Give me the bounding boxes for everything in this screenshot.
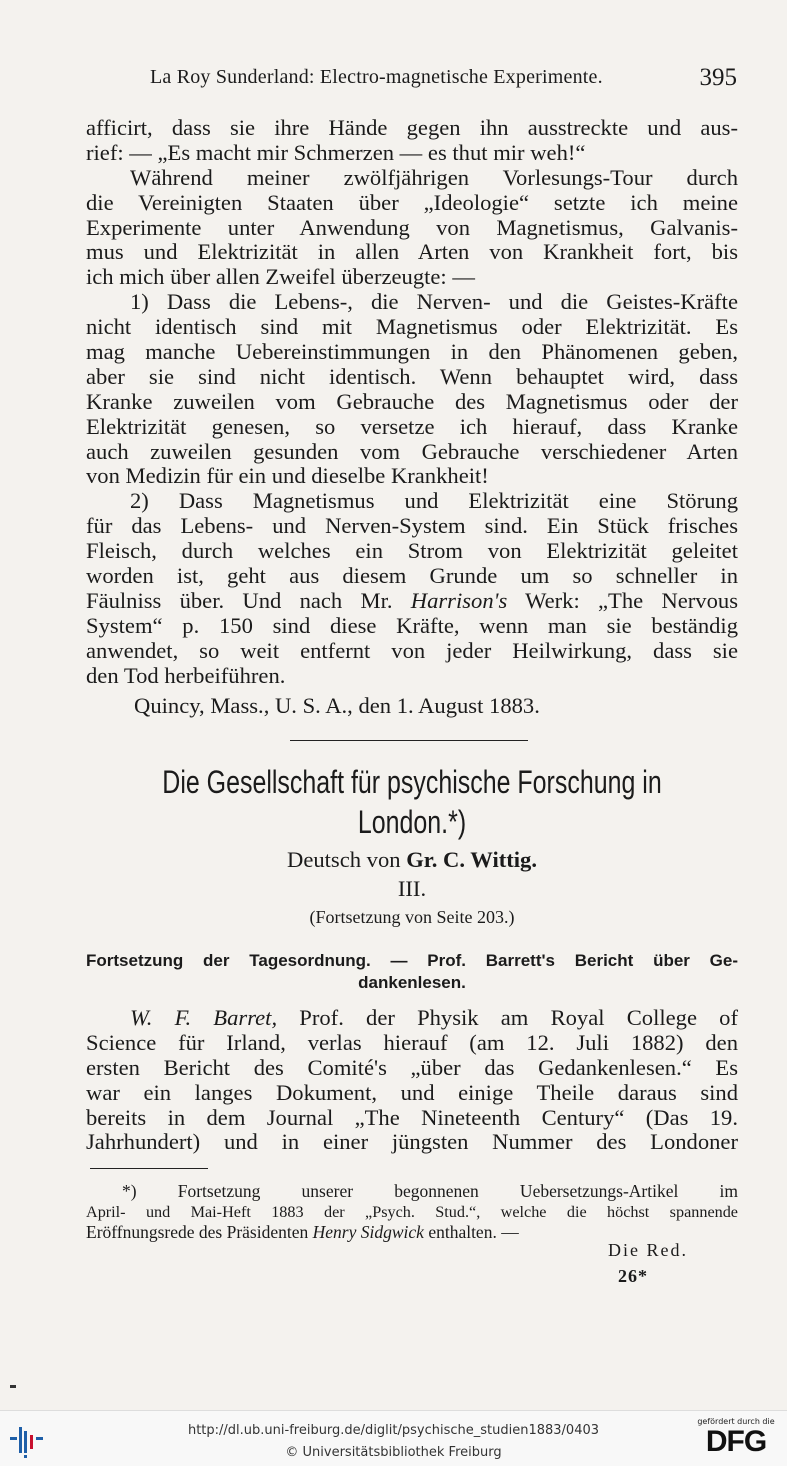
sheet-mark: 26* (618, 1266, 648, 1286)
translator-name: Gr. C. Wittig. (406, 847, 537, 872)
author-name: Harrison's (410, 587, 508, 613)
text-segment: Eröffnungsrede des Präsidenten (86, 1222, 313, 1242)
footnote-line: *) Fortsetzung unserer begonnenen Uebersetzungs-Artikel im (122, 1181, 738, 1201)
text-line: die Vereinigten Staaten über „Ideologie“ setzte ich meine (86, 189, 738, 215)
part-number: III. (397, 876, 427, 901)
signoff-line: Quincy, Mass., U. S. A., den 1. August 1883. (134, 693, 540, 719)
article2-heading (86, 762, 738, 930)
article-title-line2: London.*) (357, 804, 467, 840)
text-line: Jahrhundert) und in einer jüngsten Nummer des Londoner (86, 1129, 738, 1155)
text-line: mag manche Uebereinstimmungen in den Phänomenen geben, (86, 339, 738, 365)
footnote-rule (90, 1168, 208, 1169)
text-line: rief: — „Es macht mir Schmerzen — es thut mir weh!“ (86, 139, 586, 165)
text-line (86, 589, 738, 614)
text-segment: Fäulniss über. Und nach Mr. (86, 587, 411, 613)
text-line: ich mich über allen Zweifel überzeugte: — (86, 264, 475, 290)
dfg-tagline: gefördert durch die (697, 1417, 775, 1426)
running-header (86, 64, 737, 94)
document-url-link[interactable]: http://dl.ub.uni-freiburg.de/diglit/psychische_studien1883/0403 (187, 1423, 600, 1438)
section-heading-line2: dankenlesen. (358, 973, 466, 992)
text-line: aber sie sind nicht identisch. Wenn behauptet wird, dass (86, 363, 738, 389)
person-name: Henry Sidgwick (312, 1222, 424, 1242)
author-name: W. F. Barret, (130, 1005, 278, 1030)
text-line: den Tod herbeiführen. (86, 662, 286, 688)
text-segment: Prof. der Physik am Royal College of (277, 1005, 739, 1030)
page-number: 395 (699, 64, 737, 91)
section-heading-line1: Fortsetzung der Tagesordnung. — Prof. Barrett's Bericht über Ge- (86, 951, 738, 970)
text-line: 2) Dass Magnetismus und Elektrizität eine Störung (130, 488, 738, 514)
text-line: 1) Dass die Lebens-, die Nerven- und die Geistes-Kräfte (130, 289, 738, 315)
continued-note: (Fortsetzung von Seite 203.) (309, 907, 515, 927)
dfg-wordmark: DFG (705, 1425, 767, 1458)
viewer-footer (0, 1410, 787, 1466)
translator-prefix: Deutsch von (287, 847, 407, 872)
text-line: nicht identisch sind mit Magnetismus oder Elektrizität. Es (86, 314, 738, 340)
article-body-1 (86, 116, 738, 719)
text-line: von Medizin für ein und dieselbe Krankheit! (86, 463, 489, 489)
footnote-line: April- und Mai-Heft 1883 der „Psych. Stud.“, welche die höchst spannende (86, 1202, 738, 1221)
text-line: System“ p. 150 sind diese Kräfte, wenn man sie beständig (86, 612, 738, 638)
text-line: war ein langes Dokument, und einige Theile daraus sind (86, 1079, 738, 1105)
editor-signature: Die Red. (608, 1240, 688, 1260)
text-line: anwendet, so weit entfernt von jeder Heilwirkung, dass sie (86, 637, 738, 663)
text-line: bereits in dem Journal „The Nineteenth Century“ (Das 19. (86, 1104, 738, 1130)
text-line: ersten Bericht des Comité's „über das Gedankenlesen.“ Es (86, 1054, 738, 1080)
text-line: afficirt, dass sie ihre Hände gegen ihn ausstreckte und aus- (86, 115, 738, 140)
copyright-notice: © Universitätsbibliothek Freiburg (285, 1445, 502, 1460)
text-line: Science für Irland, verlas hierauf (am 12. Juli 1882) den (86, 1029, 738, 1055)
article-title-line1: Die Gesellschaft für psychische Forschung in (162, 764, 662, 800)
footnote (86, 1181, 738, 1243)
text-line: für das Lebens- und Nerven-System sind. Ein Stück frisches (86, 513, 738, 539)
text-line: Kranke zuweilen vom Gebrauche des Magnetismus oder der (86, 388, 738, 414)
article-body-2 (86, 1006, 738, 1155)
text-line: Experimente unter Anwendung von Magnetismus, Galvanis- (86, 214, 738, 240)
text-line: Elektrizität genesen, so versetze ich hierauf, dass Kranke (86, 413, 738, 439)
text-line (86, 1006, 738, 1031)
text-line: Fleisch, durch welches ein Strom von Elektrizität geleitet (86, 538, 738, 564)
text-line: Während meiner zwölfjährigen Vorlesungs-Tour durch (130, 164, 738, 190)
section-divider (290, 740, 528, 741)
section-heading (86, 950, 738, 994)
header-title: La Roy Sunderland: Electro-magnetische Experimente. (150, 66, 603, 88)
scan-speck (10, 1385, 16, 1388)
text-line: mus und Elektrizität in allen Arten von Krankheit fort, bis (86, 239, 738, 265)
text-segment: enthalten. — (423, 1222, 519, 1242)
dfg-logo (695, 1417, 777, 1461)
text-line: worden ist, geht aus diesem Grunde um so schneller in (86, 563, 738, 589)
text-segment: Werk: „The Nervous (507, 587, 738, 613)
translator-line (86, 846, 738, 874)
text-line: auch zuweilen gesunden vom Gebrauche verschiedener Arten (86, 438, 738, 464)
